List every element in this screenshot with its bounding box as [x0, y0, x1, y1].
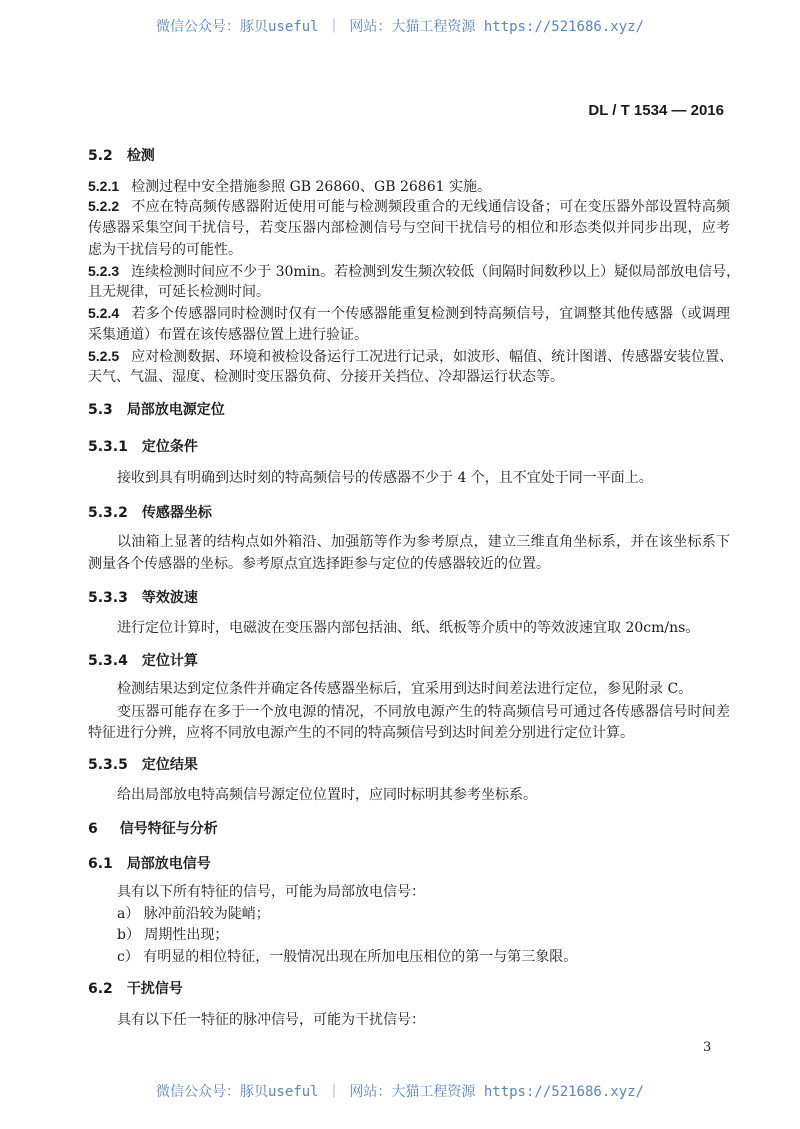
page-number: 3: [703, 1040, 712, 1055]
list-item-c: c） 有明显的相位特征，一般情况出现在所加电压相位的第一与第三象限。: [117, 949, 578, 965]
clause-text: 以油箱上显著的结构点如外箱沿、加强筋等作为参考原点，建立三维直角坐标系，并在该坐标系下: [117, 534, 730, 550]
heading-6: 6 信号特征与分析: [88, 821, 218, 837]
heading-6-2: 6.2 干扰信号: [88, 981, 183, 997]
heading-5-3-1: 5.3.1 定位条件: [88, 439, 198, 455]
clause-text: 接收到具有明确到达时刻的特高频信号的传感器不少于 4 个，且不宜处于同一平面上。: [117, 470, 653, 486]
standard-number: DL / T 1534 — 2016: [588, 102, 724, 119]
list-item-b: b） 周期性出现；: [117, 927, 229, 943]
clause-5-2-2: 5.2.2 不应在特高频传感器附近使用可能与检测频段重合的无线通信设备；可在变压器外部设置特高频: [88, 198, 730, 215]
clause-text: 采集通道）布置在该传感器位置上进行验证。: [88, 327, 368, 343]
clause-text: 检测结果达到定位条件并确定各传感器坐标后，宜采用到达时间差法进行定位，参见附录 C。: [117, 681, 693, 697]
watermark-top: 微信公众号：豚贝useful ｜ 网站：大猫工程资源 https://521686.xyz/: [155, 19, 644, 35]
clause-text: 虑为干扰信号的可能性。: [88, 242, 242, 258]
clause-text: 且无规律，可延长检测时间。: [88, 284, 270, 300]
clause-text: 天气、气温、湿度、检测时变压器负荷、分接开关挡位、冷却器运行状态等。: [88, 369, 564, 385]
heading-5-3-5: 5.3.5 定位结果: [88, 757, 198, 773]
clause-5-2-1: 5.2.1 检测过程中安全措施参照 GB 26860、GB 26861 实施。: [88, 178, 491, 195]
heading-5-3: 5.3 局部放电源定位: [88, 402, 225, 418]
heading-5-3-2: 5.3.2 传感器坐标: [88, 505, 212, 521]
clause-5-2-3: 5.2.3 连续检测时间应不少于 30min。若检测到发生频次较低（间隔时间数秒以上）疑似局部放电信号，: [88, 263, 741, 280]
clause-text: 进行定位计算时，电磁波在变压器内部包括油、纸、纸板等介质中的等效波速宜取 20cm/ns。: [117, 620, 700, 636]
heading-5-3-4: 5.3.4 定位计算: [88, 653, 198, 669]
heading-6-1: 6.1 局部放电信号: [88, 856, 211, 872]
clause-text: 传感器采集空间干扰信号，若变压器内部检测信号与空间干扰信号的相位和形态类似并同步出现，应考: [88, 220, 730, 236]
heading-5-2: 5.2 检测: [88, 148, 155, 164]
clause-text: 变压器可能存在多于一个放电源的情况，不同放电源产生的特高频信号可通过各传感器信号时间差: [117, 704, 730, 720]
watermark-bottom: 微信公众号：豚贝useful ｜ 网站：大猫工程资源 https://521686.xyz/: [155, 1084, 644, 1100]
clause-text: 具有以下任一特征的脉冲信号，可能为干扰信号：: [117, 1012, 425, 1028]
clause-5-2-4: 5.2.4 若多个传感器同时检测时仅有一个传感器能重复检测到特高频信号，宜调整其他传感器（或调理: [88, 305, 730, 322]
clause-text: 特征进行分辨，应将不同放电源产生的不同的特高频信号到达时间差分别进行定位计算。: [88, 725, 634, 741]
clause-text: 给出局部放电特高频信号源定位位置时，应同时标明其参考坐标系。: [117, 787, 537, 803]
heading-5-3-3: 5.3.3 等效波速: [88, 590, 198, 606]
clause-text: 测量各个传感器的坐标。参考原点宜选择距参与定位的传感器较近的位置。: [88, 556, 550, 572]
list-item-a: a） 脉冲前沿较为陡峭；: [117, 906, 270, 922]
clause-text: 具有以下所有特征的信号，可能为局部放电信号：: [117, 884, 425, 900]
clause-5-2-5: 5.2.5 应对检测数据、环境和被检设备运行工况进行记录，如波形、幅值、统计图谱、传感器安装位置、: [88, 348, 734, 365]
